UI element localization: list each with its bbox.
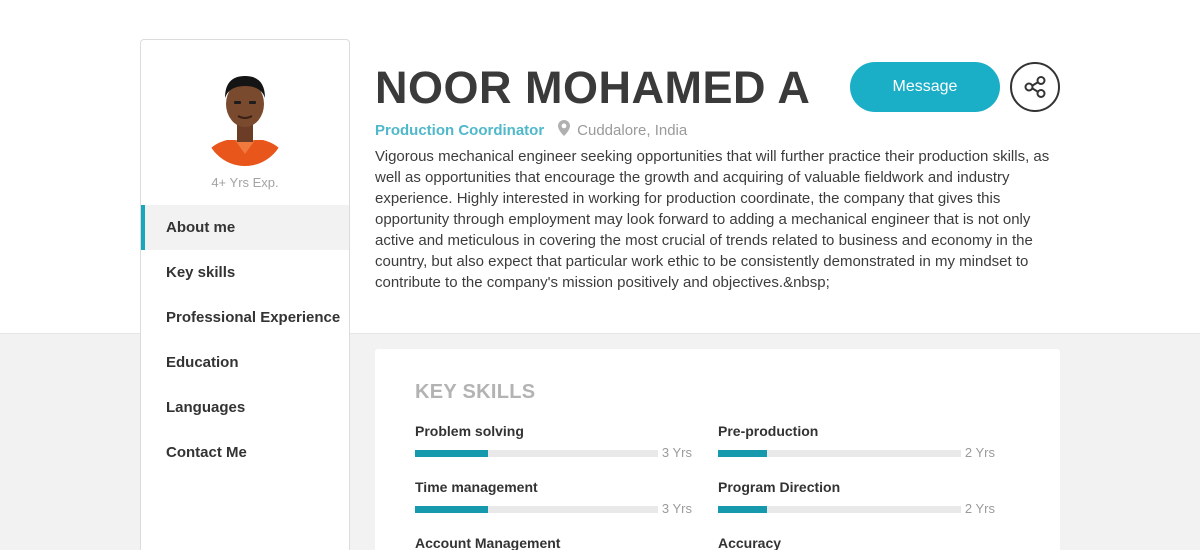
skill-progress-fill xyxy=(415,506,488,513)
role-line xyxy=(375,120,687,140)
skill-years: 2 Yrs xyxy=(964,445,995,460)
skill-name: Accuracy xyxy=(718,535,782,550)
location-text: Cuddalore, India xyxy=(577,121,688,139)
sidebar-item-education[interactable]: Education xyxy=(166,354,239,371)
skill-name: Account Management xyxy=(415,535,561,550)
skill-progress-fill xyxy=(415,450,488,457)
skill-name: Problem solving xyxy=(415,423,524,439)
key-skills-card xyxy=(375,349,1060,550)
message-button[interactable]: Message xyxy=(850,62,1000,112)
sidebar-item-key-skills[interactable]: Key skills xyxy=(166,264,236,281)
skill-item xyxy=(718,535,995,550)
sidebar-item-professional-experience[interactable]: Professional Experience xyxy=(166,309,341,326)
skill-progress-row xyxy=(415,445,692,459)
skill-item xyxy=(415,535,692,550)
profile-sidebar xyxy=(140,39,350,550)
about-text: Vigorous mechanical engineer seeking opportunities that will further practice their production skills, as well as opportunities that encourage the growth and acquiring of valuable fieldwork and industry experience. Highly interested in working for production coordinate, the company that gives this opportunity through employment may look forward to adding a mechanical engineer that is not only active and meticulous in covering the most crucial of trends related to business and economy in the country, but also expect that particular work ethic to be consistently demonstrated in my mindset to contribute to the company's mission positively and objectives.&nbsp; xyxy=(375,148,1050,291)
skill-progress-row xyxy=(718,445,995,459)
skill-name: Pre-production xyxy=(718,423,819,439)
skill-progress-track xyxy=(415,450,658,457)
skill-years: 3 Yrs xyxy=(661,445,692,460)
skill-name: Time management xyxy=(415,479,538,495)
location-pin-icon xyxy=(558,120,570,140)
skill-progress-fill xyxy=(718,450,767,457)
skill-item xyxy=(718,423,995,459)
key-skills-title: KEY SKILLS xyxy=(415,381,536,403)
skill-progress-track xyxy=(718,450,961,457)
share-button[interactable] xyxy=(1010,62,1060,112)
skill-progress-track xyxy=(415,506,658,513)
sidebar-nav xyxy=(141,205,349,475)
skill-name: Program Direction xyxy=(718,479,841,495)
skill-years: 3 Yrs xyxy=(661,501,692,516)
skill-item xyxy=(415,423,692,459)
avatar xyxy=(205,64,285,166)
skill-progress-track xyxy=(718,506,961,513)
sidebar-item-about-me[interactable]: About me xyxy=(141,205,349,250)
skill-item xyxy=(718,479,995,515)
sidebar-item-languages[interactable]: Languages xyxy=(166,399,246,416)
skill-progress-row xyxy=(415,501,692,515)
profile-name: NOOR MOHAMED A xyxy=(375,62,811,113)
sidebar-item-contact-me[interactable]: Contact Me xyxy=(166,444,247,461)
experience-label: 4+ Yrs Exp. xyxy=(211,175,279,190)
job-title: Production Coordinator xyxy=(375,121,545,139)
share-icon xyxy=(1022,74,1048,100)
skill-progress-fill xyxy=(718,506,767,513)
skill-progress-row xyxy=(718,501,995,515)
skill-item xyxy=(415,479,692,515)
skill-years: 2 Yrs xyxy=(964,501,995,516)
